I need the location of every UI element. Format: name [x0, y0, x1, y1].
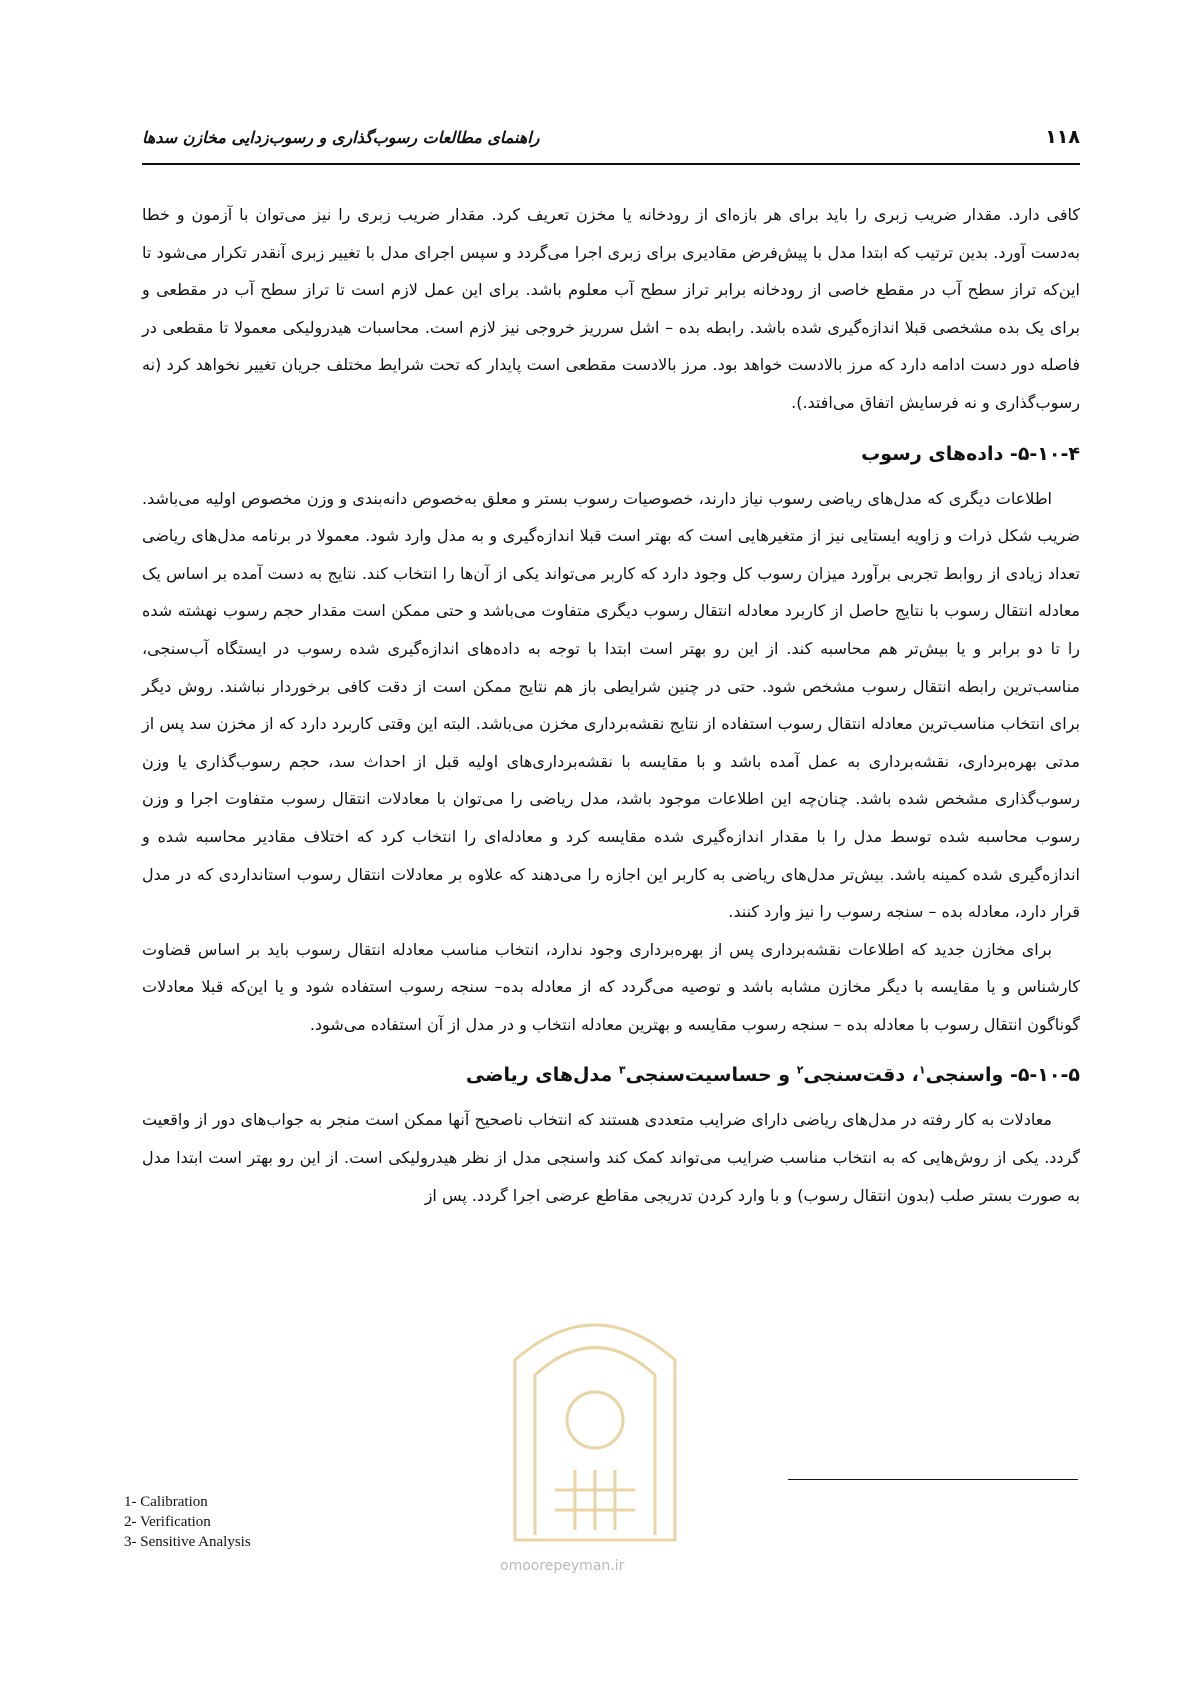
heading-word: مدل‌های ریاضی [465, 1064, 619, 1087]
footnote-ref: ۳ [618, 1064, 626, 1078]
heading-word: ، دقت‌سنجی [803, 1064, 919, 1087]
watermark-url: omoorepeyman.ir [500, 1558, 625, 1574]
watermark-logo-icon [495, 1290, 695, 1550]
paragraph: کافی دارد. مقدار ضریب زبری را باید برای هر بازه‌ای از رودخانه یا مخزن تعریف کرد. مقدار ضریب زبری را نیز می‌توان با آزمون و خطا به‌دست آورد. بدین ترتیب که ابتدا مدل با پیش‌فرض مقادیری برای زبری اجرا می‌گردد و سپس اجرای مدل با تغییر زبری آنقدر تکرار می‌شود تا این‌که تراز سطح آب در مقطع خاصی از رودخانه برابر تراز سطح آب معلوم باشد. برای این عمل لازم است تا تراز سطح آب در مقطعی و برای یک بده مشخصی قبلا اندازه‌گیری شده باشد. رابطه بده – اشل سرریز خروجی نیز لازم است. محاسبات هیدرولیکی معمولا تا مقطعی در فاصله دور دست ادامه دارد که مرز بالادست خواهد بود. مرز بالادست مقطعی است پایدار که تحت شرایط مختلف جریان تغییر نخواهد کرد (نه رسوب‌گذاری و نه فرسایش اتفاق می‌افتد.). [142, 205, 1080, 412]
section-heading: ۵-۱۰-۴- داده‌های رسوب [861, 442, 1080, 465]
page-number: ۱۱۸ [1045, 126, 1080, 148]
footnote: 1- Calibration [124, 1494, 208, 1510]
heading-word: واسنجی [925, 1064, 1004, 1087]
header-rule [142, 163, 1080, 165]
paragraph: معادلات به کار رفته در مدل‌های ریاضی دارای ضرایب متعددی هستند که انتخاب ناصحیح آنها ممکن است منجر به جواب‌های دور از واقعیت گردد. یکی از روش‌هایی که به انتخاب مناسب ضرایب می‌تواند کمک کند واسنجی مدل از نظر هیدرولیکی است. از این رو بهتر است ابتدا مدل به صورت بستر صلب (بدون انتقال رسوب) و با وارد کردن تدریجی مقاطع عرضی اجرا گردد. پس از [142, 1110, 1080, 1205]
running-title: راهنمای مطالعات رسوب‌گذاری و رسوب‌زدایی مخازن سدها [142, 128, 540, 147]
heading-number: ۵-۱۰-۵- [1009, 1064, 1080, 1087]
paragraph: برای مخازن جدید که اطلاعات نقشه‌برداری پس از بهره‌برداری وجود ندارد، انتخاب مناسب معادله انتقال رسوب باید بر اساس قضاوت کارشناس و یا مقایسه با دیگر مخازن مشابه باشد و توصیه می‌گردد که از معادله بده– سنجه رسوب استفاده شود و یا این‌که قبلا معادلات گوناگون انتقال رسوب با معادله بده – سنجه رسوب مقایسه و بهترین معادله انتخاب و در مدل از آن استفاده می‌شود. [142, 939, 1080, 1034]
footnote-rule [788, 1479, 1078, 1480]
footnote-ref: ۲ [796, 1064, 804, 1078]
heading-word: و حساسیت‌سنجی [625, 1064, 797, 1087]
paragraph: اطلاعات دیگری که مدل‌های ریاضی رسوب نیاز دارند، خصوصیات رسوب بستر و معلق به‌خصوص دانه‌بندی و وزن مخصوص اولیه می‌باشد. ضریب شکل ذرات و زاویه ایستایی نیز از متغیرهایی است که بهتر است قبلا اندازه‌گیری و به مدل وارد شود. معمولا در برنامه مدل‌های ریاضی تعداد زیادی از روابط تجربی برآورد میزان رسوب کل وجود دارد که کاربر می‌تواند یکی از آن‌ها را انتخاب کند. نتایج به دست آمده بر اساس یک معادله انتقال رسوب با نتایج حاصل از کاربرد معادله انتقال رسوب دیگری متفاوت می‌باشد و حتی ممکن است مقدار حجم رسوب نهشته شده را تا دو برابر و یا بیش‌تر هم محاسبه کند. از این رو بهتر است ابتدا با توجه به داده‌های اندازه‌گیری شده رسوب در ایستگاه آب‌سنجی، مناسب‌ترین رابطه انتقال رسوب مشخص شود. حتی در چنین شرایطی باز هم نتایج ممکن است از دقت کافی برخوردار نباشند. روش دیگر برای انتخاب مناسب‌ترین معادله انتقال رسوب استفاده از نتایج نقشه‌برداری مخزن می‌باشد. البته این وقتی کاربرد دارد که از مخزن سد پس از مدتی بهره‌برداری، نقشه‌برداری به عمل آمده باشد و با مقایسه با نقشه‌برداری‌های اولیه قبل از احداث سد، حجم رسوب‌گذاری یا وزن رسوب‌گذاری مشخص شده باشد. چنان‌چه این اطلاعات موجود باشد، مدل ریاضی را می‌توان با معادلات انتقال رسوب متفاوت اجرا و وزن رسوب محاسبه شده توسط مدل را با مقدار اندازه‌گیری شده مقایسه کرد و معادله‌ای را انتخاب کرد که اختلاف مقادیر محاسبه شده و اندازه‌گیری شده کمینه باشد. بیش‌تر مدل‌های ریاضی به کاربر این اجازه را می‌دهند که علاوه بر معادلات انتقال رسوب استانداردی که در مدل قرار دارد، معادله بده – سنجه رسوب را نیز وارد کنند. [142, 488, 1080, 922]
footnote: 2- Verification [124, 1514, 211, 1530]
body-text [142, 196, 1080, 1214]
page-header [142, 126, 1080, 160]
footnotes [124, 1492, 251, 1552]
footnote: 3- Sensitive Analysis [124, 1534, 251, 1550]
section-heading-calibration [142, 1059, 1080, 1091]
footnote-ref: ۱ [918, 1064, 926, 1078]
